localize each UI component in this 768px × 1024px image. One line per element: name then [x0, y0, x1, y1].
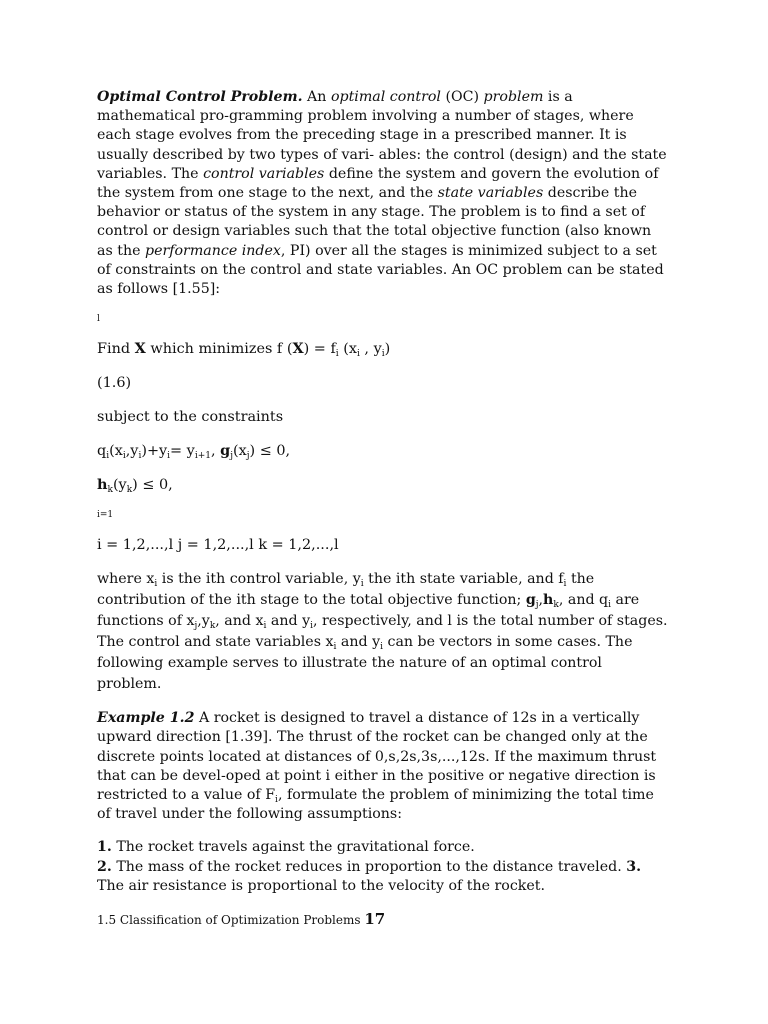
- example-paragraph: Example 1.2 A rocket is designed to travel a distance of 12s in a vertically upward direction [1.39]. The thrust of the rocket can be changed only at the discrete points located at distances of 0,s,2s,3s,...,12s. If the maximum thrust that can be devel-oped at point i either in the positive or negative direction is restricted to a value of $F_i$, formulate the problem of minimizing the total time of travel under the following assumptions:: [97, 710, 657, 823]
- example-label: Example 1.2: [97, 710, 195, 727]
- page-footer: [97, 910, 669, 929]
- constraint-equation-2: $h_k(y_k) \le 0$,: [97, 476, 173, 496]
- section-heading: Optimal Control Problem.: [97, 89, 303, 105]
- intro-paragraph: Optimal Control Problem. An optimal control (OC) problem is a mathematical pro-gramming problem involving a number of stages, where each stage evolves from the preceding stage in a prescribed manner. It is usually described by two types of vari- ables: the control (design) and the state variables. The control variables define the system and govern the evolution of the system from one stage to the next, and the state variables describe the behavior or status of the system in any stage. The problem is to find a set of control or design variables such that the total objective function (also known as the performance index, PI) over all the stages is minimized subject to a set of constraints on the control and state variables. An OC problem can be stated as follows [1.55]:: [97, 89, 667, 298]
- assumptions-list: 1. The rocket travels against the gravitational force. 2. The mass of the rocket reduces in proportion to the distance traveled. 3. The air resistance is proportional to the velocity of the rocket.: [97, 839, 642, 894]
- sum-lower-limit: i=1: [97, 510, 114, 521]
- equation-number: (1.6): [97, 375, 132, 392]
- subject-to-label: subject to the constraints: [97, 409, 284, 426]
- document-page: [97, 88, 669, 929]
- objective-equation: Find X which minimizes f $(X) = f_i$ ($x_i$ , $y_i$): [97, 340, 391, 360]
- sum-upper-limit: l: [97, 314, 100, 325]
- index-ranges: i = 1,2,...,l j = 1,2,...,l k = 1,2,...,l: [97, 537, 339, 554]
- constraint-equation-1: $q_i(x_i,y_i)+y_i= y_{i+1}$, $g_j(x_j) \le 0$,: [97, 442, 291, 462]
- footer-section-title: 1.5 Classification of Optimization Problems: [97, 913, 365, 928]
- where-paragraph: where $x_i$ is the ith control variable, $y_i$ the ith state variable, and $f_i$ the contribution of the ith stage to the total objective function; $g_j,h_k$, and $q_i$ are functions of $x_j,y_k$, and $x_i$ and $y_i$, respectively, and l is the total number of stages. The control and state variables $x_i$ and $y_i$ can be vectors in some cases. The following example serves to illustrate the nature of an optimal control problem.: [97, 571, 668, 693]
- page-number: 17: [364, 910, 386, 929]
